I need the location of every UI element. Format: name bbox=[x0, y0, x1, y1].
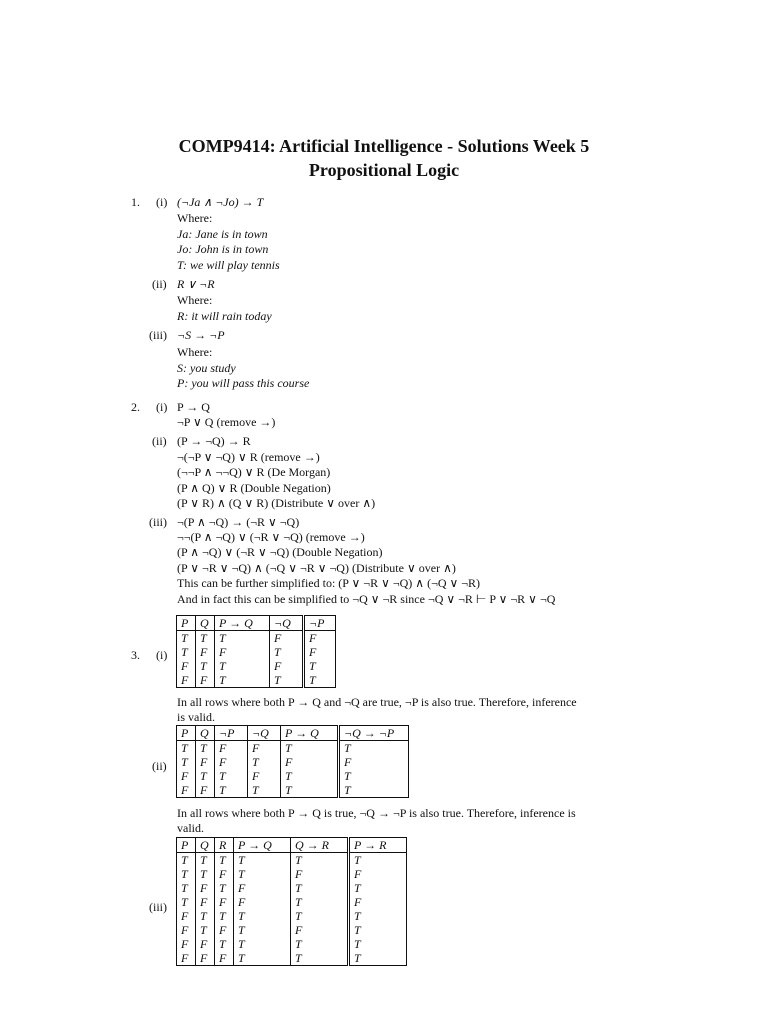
q1-i-def: Ja: Jane is in town bbox=[177, 227, 268, 241]
table-cell: T bbox=[215, 909, 234, 923]
q3-ii-note: valid. bbox=[177, 821, 204, 835]
table-header: ¬P bbox=[215, 726, 248, 741]
question-3-number: 3. bbox=[131, 648, 140, 662]
table-cell: T bbox=[234, 867, 291, 881]
table-cell: T bbox=[291, 853, 349, 868]
table-cell: T bbox=[349, 909, 407, 923]
table-cell: F bbox=[291, 923, 349, 937]
table-cell: T bbox=[234, 909, 291, 923]
table-cell: T bbox=[291, 909, 349, 923]
table-header: P → Q bbox=[281, 726, 339, 741]
table-header: P bbox=[177, 616, 196, 631]
table-cell: T bbox=[196, 659, 215, 673]
table-row bbox=[177, 867, 407, 881]
q2-i-line: P → Q bbox=[177, 400, 210, 414]
q2-iii-line: ¬¬(P ∧ ¬Q) ∨ (¬R ∨ ¬Q) (remove →) bbox=[177, 530, 365, 544]
table-cell: T bbox=[349, 937, 407, 951]
q2-iii-line: This can be further simplified to: (P ∨ ¬R ∨ ¬Q) ∧ (¬Q ∨ ¬R) bbox=[177, 576, 481, 590]
table-header: Q → R bbox=[291, 838, 349, 853]
table-row bbox=[177, 895, 407, 909]
table-header: R bbox=[215, 838, 234, 853]
q2-ii-line: (P ∨ R) ∧ (Q ∨ R) (Distribute ∨ over ∧) bbox=[177, 496, 376, 510]
table-header: Q bbox=[196, 838, 215, 853]
table-row bbox=[177, 853, 407, 868]
table-cell: T bbox=[281, 769, 339, 783]
q2-iii-line: And in fact this can be simplified to ¬Q ∨ ¬R since ¬Q ∨ ¬R ⊢ P ∨ ¬R ∨ ¬Q bbox=[177, 592, 556, 606]
q2-ii-line: (¬¬P ∧ ¬¬Q) ∨ R (De Morgan) bbox=[177, 465, 331, 479]
table-cell: F bbox=[215, 645, 270, 659]
q1-i-where: Where: bbox=[177, 211, 213, 225]
table-cell: T bbox=[291, 937, 349, 951]
table-cell: T bbox=[270, 645, 304, 659]
table-cell: T bbox=[181, 645, 188, 659]
table-cell: F bbox=[196, 895, 215, 909]
title-line-1: COMP9414: Artificial Intelligence - Solutions Week 5 bbox=[178, 136, 590, 156]
table-cell: F bbox=[234, 895, 291, 909]
table-cell: T bbox=[304, 659, 336, 673]
table-cell: F bbox=[215, 895, 234, 909]
title-line-2: Propositional Logic bbox=[308, 160, 460, 180]
table-row bbox=[177, 937, 407, 951]
table-header: Q bbox=[196, 726, 215, 741]
table-cell: F bbox=[196, 673, 215, 688]
table-cell: F bbox=[181, 909, 189, 923]
table-row bbox=[177, 923, 407, 937]
q1-i-label: (i) bbox=[156, 195, 168, 209]
q2-i-line: ¬P ∨ Q (remove →) bbox=[177, 415, 276, 429]
table-cell: T bbox=[291, 951, 349, 966]
table-header: P → Q bbox=[234, 838, 291, 853]
table-header: P bbox=[177, 726, 196, 741]
truth-table-i bbox=[176, 615, 336, 688]
table-cell: T bbox=[215, 881, 234, 895]
table-cell: T bbox=[248, 783, 281, 798]
table-cell: T bbox=[181, 853, 188, 867]
table-cell: T bbox=[339, 783, 409, 798]
q3-i-note: In all rows where both P → Q and ¬Q are true, ¬P is also true. Therefore, inference bbox=[177, 695, 577, 709]
table-cell: T bbox=[291, 881, 349, 895]
table-row bbox=[177, 755, 409, 769]
q1-ii-def: R: it will rain today bbox=[177, 309, 272, 323]
table-cell: F bbox=[349, 895, 407, 909]
table-cell: T bbox=[291, 895, 349, 909]
table-cell: T bbox=[270, 673, 304, 688]
table-cell: T bbox=[339, 769, 409, 783]
q1-iii-label: (iii) bbox=[149, 328, 167, 342]
q3-iii-label: (iii) bbox=[149, 900, 167, 914]
table-cell: T bbox=[196, 909, 215, 923]
table-cell: T bbox=[196, 867, 215, 881]
table-row bbox=[177, 631, 336, 646]
table-cell: F bbox=[196, 937, 215, 951]
table-cell: F bbox=[196, 951, 215, 966]
table-cell: T bbox=[181, 895, 188, 909]
table-cell: T bbox=[181, 741, 188, 755]
table-cell: F bbox=[248, 741, 281, 756]
question-1-number: 1. bbox=[131, 195, 140, 209]
table-cell: F bbox=[270, 659, 304, 673]
q1-ii-label: (ii) bbox=[152, 277, 167, 291]
table-header: P → R bbox=[349, 838, 407, 853]
table-row bbox=[177, 881, 407, 895]
table-cell: T bbox=[215, 631, 270, 646]
table-cell: F bbox=[215, 951, 234, 966]
q1-ii-where: Where: bbox=[177, 293, 213, 307]
table-cell: F bbox=[304, 645, 336, 659]
q2-ii-label: (ii) bbox=[152, 434, 167, 448]
q2-iii-line: ¬(P ∧ ¬Q) → (¬R ∨ ¬Q) bbox=[177, 515, 300, 529]
table-row bbox=[177, 909, 407, 923]
table-cell: F bbox=[196, 783, 215, 798]
q1-iii-formula: ¬S → ¬P bbox=[177, 328, 225, 342]
table-cell: T bbox=[234, 923, 291, 937]
table-cell: F bbox=[181, 783, 189, 797]
table-row bbox=[177, 741, 409, 756]
table-cell: T bbox=[215, 783, 248, 798]
q1-iii-def: P: you will pass this course bbox=[177, 376, 310, 390]
table-cell: F bbox=[181, 659, 189, 673]
table-cell: T bbox=[349, 881, 407, 895]
table-cell: T bbox=[215, 659, 270, 673]
table-cell: T bbox=[215, 937, 234, 951]
table-cell: T bbox=[181, 867, 188, 881]
table-header: ¬Q bbox=[248, 726, 281, 741]
table-cell: T bbox=[196, 923, 215, 937]
table-cell: F bbox=[281, 755, 339, 769]
table-cell: F bbox=[181, 923, 189, 937]
q2-iii-line: (P ∧ ¬Q) ∨ (¬R ∨ ¬Q) (Double Negation) bbox=[177, 545, 383, 559]
table-cell: T bbox=[181, 755, 188, 769]
table-cell: F bbox=[234, 881, 291, 895]
table-header: Q bbox=[196, 616, 215, 631]
table-cell: T bbox=[281, 741, 339, 756]
table-cell: T bbox=[215, 853, 234, 868]
q1-iii-where: Where: bbox=[177, 345, 213, 359]
table-cell: F bbox=[181, 937, 189, 951]
q1-i-def: T: we will play tennis bbox=[177, 258, 280, 272]
table-cell: T bbox=[181, 631, 188, 645]
table-cell: F bbox=[181, 673, 189, 687]
table-cell: T bbox=[196, 853, 215, 868]
table-cell: T bbox=[196, 741, 215, 756]
table-row bbox=[177, 769, 409, 783]
q1-i-formula: (¬Ja ∧ ¬Jo) → T bbox=[177, 195, 264, 209]
table-cell: F bbox=[270, 631, 304, 646]
table-cell: F bbox=[215, 923, 234, 937]
table-header: P → Q bbox=[215, 616, 270, 631]
table-header: ¬Q → ¬P bbox=[339, 726, 409, 741]
table-cell: T bbox=[234, 951, 291, 966]
table-cell: F bbox=[215, 867, 234, 881]
table-cell: F bbox=[248, 769, 281, 783]
table-cell: T bbox=[196, 631, 215, 646]
table-cell: F bbox=[304, 631, 336, 646]
table-cell: T bbox=[281, 783, 339, 798]
table-cell: F bbox=[215, 741, 248, 756]
q2-ii-line: (P ∧ Q) ∨ R (Double Negation) bbox=[177, 481, 331, 495]
truth-table-iii bbox=[176, 837, 407, 966]
q2-ii-line: ¬(¬P ∨ ¬Q) ∨ R (remove →) bbox=[177, 450, 320, 464]
table-cell: F bbox=[215, 755, 248, 769]
q2-ii-line: (P → ¬Q) → R bbox=[177, 434, 251, 448]
table-cell: F bbox=[196, 755, 215, 769]
table-cell: T bbox=[304, 673, 336, 688]
table-cell: T bbox=[234, 937, 291, 951]
table-header: ¬P bbox=[304, 616, 336, 631]
q1-iii-def: S: you study bbox=[177, 361, 236, 375]
table-cell: T bbox=[234, 853, 291, 868]
table-cell: F bbox=[349, 867, 407, 881]
q1-ii-formula: R ∨ ¬R bbox=[177, 277, 215, 291]
q3-ii-note: In all rows where both P → Q is true, ¬Q → ¬P is also true. Therefore, inference is bbox=[177, 806, 576, 820]
table-cell: F bbox=[196, 881, 215, 895]
table-row bbox=[177, 951, 407, 966]
q3-i-label: (i) bbox=[156, 648, 168, 662]
table-cell: T bbox=[349, 951, 407, 966]
table-header: ¬Q bbox=[270, 616, 304, 631]
table-cell: T bbox=[215, 769, 248, 783]
table-cell: T bbox=[248, 755, 281, 769]
table-cell: F bbox=[181, 769, 189, 783]
table-cell: F bbox=[196, 645, 215, 659]
question-2-number: 2. bbox=[131, 400, 140, 414]
q2-iii-label: (iii) bbox=[149, 515, 167, 529]
table-cell: F bbox=[291, 867, 349, 881]
q2-i-label: (i) bbox=[156, 400, 168, 414]
table-cell: T bbox=[349, 853, 407, 868]
q2-iii-line: (P ∨ ¬R ∨ ¬Q) ∧ (¬Q ∨ ¬R ∨ ¬Q) (Distribute ∨ over ∧) bbox=[177, 561, 456, 575]
q1-i-def: Jo: John is in town bbox=[177, 242, 269, 256]
q3-ii-label: (ii) bbox=[152, 759, 167, 773]
table-cell: T bbox=[215, 673, 270, 688]
table-cell: T bbox=[339, 741, 409, 756]
table-cell: T bbox=[349, 923, 407, 937]
truth-table-ii bbox=[176, 725, 409, 798]
table-row bbox=[177, 659, 336, 673]
q3-i-note: is valid. bbox=[177, 710, 215, 724]
table-row bbox=[177, 673, 336, 688]
table-cell: F bbox=[181, 951, 189, 965]
table-cell: T bbox=[196, 769, 215, 783]
table-header: P bbox=[177, 838, 196, 853]
table-cell: T bbox=[181, 881, 188, 895]
table-cell: F bbox=[339, 755, 409, 769]
table-row bbox=[177, 645, 336, 659]
table-row bbox=[177, 783, 409, 798]
